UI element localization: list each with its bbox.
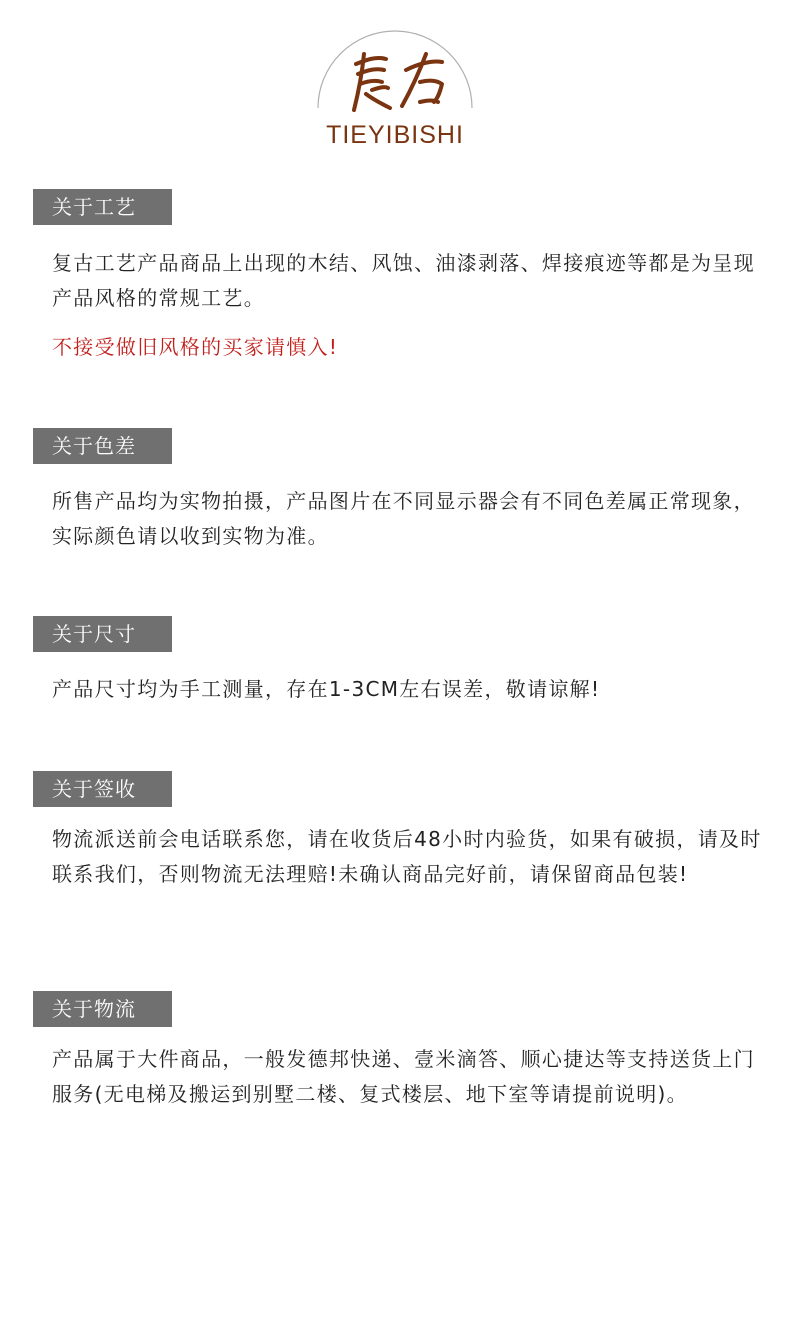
section-title-craft: 关于工艺 xyxy=(33,189,172,225)
section-title-color: 关于色差 xyxy=(33,428,172,464)
receipt-text: 物流派送前会电话联系您，请在收货后48小时内验货，如果有破损，请及时联系我们，否则物流无法理赔!未确认商品完好前，请保留商品包装! xyxy=(52,827,762,886)
brand-name: TIEYIBISHI xyxy=(326,121,464,149)
section-title-receipt: 关于签收 xyxy=(33,771,172,807)
section-title-size: 关于尺寸 xyxy=(33,616,172,652)
logistics-text: 产品属于大件商品，一般发德邦快递、壹米滴答、顺心捷达等支持送货上门服务(无电梯及搬运到别墅二楼、复式楼层、地下室等请提前说明)。 xyxy=(52,1047,755,1106)
craft-text: 复古工艺产品商品上出现的木结、风蚀、油漆剥落、焊接痕迹等都是为呈现产品风格的常规工艺。 xyxy=(52,251,755,310)
brand-logo xyxy=(314,4,476,149)
craft-warning: 不接受做旧风格的买家请慎入! xyxy=(52,335,339,359)
section-title-logistics: 关于物流 xyxy=(33,991,172,1027)
color-text: 所售产品均为实物拍摄，产品图片在不同显示器会有不同色差属正常现象，实际颜色请以收到实物为准。 xyxy=(52,489,755,548)
size-text: 产品尺寸均为手工测量，存在1-3CM左右误差，敬请谅解! xyxy=(52,677,601,701)
